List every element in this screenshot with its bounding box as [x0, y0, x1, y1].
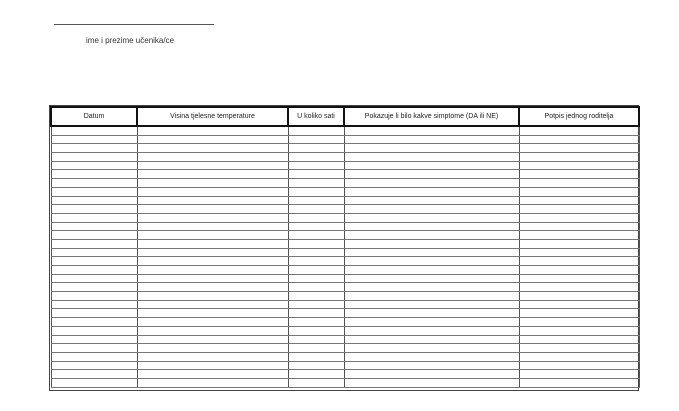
parent-signature-cell[interactable]	[519, 352, 639, 361]
date-cell[interactable]	[51, 248, 137, 257]
parent-signature-cell[interactable]	[519, 248, 639, 257]
temperature-cell[interactable]	[137, 153, 288, 162]
date-cell[interactable]	[51, 170, 137, 179]
parent-signature-cell[interactable]	[519, 326, 639, 335]
time-cell[interactable]	[288, 318, 344, 327]
symptoms-cell[interactable]	[344, 248, 519, 257]
temperature-cell[interactable]	[137, 292, 288, 301]
column-header-parent-signature: Potpis jednog roditelja	[519, 107, 639, 126]
temperature-log-table	[50, 106, 640, 388]
date-cell[interactable]	[51, 361, 137, 370]
date-cell[interactable]	[51, 135, 137, 144]
table-row	[51, 213, 639, 222]
date-cell[interactable]	[51, 326, 137, 335]
symptoms-cell[interactable]	[344, 352, 519, 361]
date-cell[interactable]	[51, 257, 137, 266]
table-row	[51, 352, 639, 361]
date-cell[interactable]	[51, 344, 137, 353]
student-name-line[interactable]	[54, 24, 214, 25]
table-row	[51, 370, 639, 379]
parent-signature-cell[interactable]	[519, 300, 639, 309]
time-cell[interactable]	[288, 361, 344, 370]
temperature-cell[interactable]	[137, 248, 288, 257]
symptoms-cell[interactable]	[344, 153, 519, 162]
time-cell[interactable]	[288, 309, 344, 318]
table-row	[51, 335, 639, 344]
time-cell[interactable]	[288, 161, 344, 170]
symptoms-cell[interactable]	[344, 170, 519, 179]
temperature-cell[interactable]	[137, 370, 288, 379]
symptoms-cell[interactable]	[344, 222, 519, 231]
table-row	[51, 361, 639, 370]
parent-signature-cell[interactable]	[519, 187, 639, 196]
column-header-temperature: Visina tjelesne temperature	[137, 107, 288, 126]
table-row	[51, 292, 639, 301]
table-row	[51, 309, 639, 318]
temperature-cell[interactable]	[137, 318, 288, 327]
time-cell[interactable]	[288, 378, 344, 387]
temperature-cell[interactable]	[137, 170, 288, 179]
table-row	[51, 222, 639, 231]
time-cell[interactable]	[288, 300, 344, 309]
parent-signature-cell[interactable]	[519, 196, 639, 205]
table-row	[51, 135, 639, 144]
parent-signature-cell[interactable]	[519, 370, 639, 379]
table-row	[51, 170, 639, 179]
time-cell[interactable]	[288, 153, 344, 162]
symptoms-cell[interactable]	[344, 344, 519, 353]
time-cell[interactable]	[288, 205, 344, 214]
date-cell[interactable]	[51, 239, 137, 248]
symptoms-cell[interactable]	[344, 205, 519, 214]
symptoms-cell[interactable]	[344, 309, 519, 318]
date-cell[interactable]	[51, 370, 137, 379]
table-row	[51, 187, 639, 196]
table-row	[51, 300, 639, 309]
date-cell[interactable]	[51, 318, 137, 327]
temperature-cell[interactable]	[137, 196, 288, 205]
table-row	[51, 126, 639, 135]
parent-signature-cell[interactable]	[519, 135, 639, 144]
symptoms-cell[interactable]	[344, 335, 519, 344]
table-body	[51, 126, 639, 387]
symptoms-cell[interactable]	[344, 135, 519, 144]
date-cell[interactable]	[51, 283, 137, 292]
time-cell[interactable]	[288, 222, 344, 231]
temperature-cell[interactable]	[137, 135, 288, 144]
parent-signature-cell[interactable]	[519, 283, 639, 292]
symptoms-cell[interactable]	[344, 239, 519, 248]
time-cell[interactable]	[288, 135, 344, 144]
temperature-cell[interactable]	[137, 344, 288, 353]
temperature-cell[interactable]	[137, 161, 288, 170]
symptoms-cell[interactable]	[344, 370, 519, 379]
parent-signature-cell[interactable]	[519, 205, 639, 214]
parent-signature-cell[interactable]	[519, 126, 639, 135]
time-cell[interactable]	[288, 344, 344, 353]
parent-signature-cell[interactable]	[519, 344, 639, 353]
date-cell[interactable]	[51, 335, 137, 344]
temperature-cell[interactable]	[137, 309, 288, 318]
table-row	[51, 266, 639, 275]
date-cell[interactable]	[51, 205, 137, 214]
symptoms-cell[interactable]	[344, 161, 519, 170]
temperature-cell[interactable]	[137, 283, 288, 292]
parent-signature-cell[interactable]	[519, 335, 639, 344]
parent-signature-cell[interactable]	[519, 179, 639, 188]
temperature-cell[interactable]	[137, 326, 288, 335]
temperature-cell[interactable]	[137, 300, 288, 309]
temperature-cell[interactable]	[137, 213, 288, 222]
date-cell[interactable]	[51, 161, 137, 170]
symptoms-cell[interactable]	[344, 196, 519, 205]
date-cell[interactable]	[51, 187, 137, 196]
time-cell[interactable]	[288, 352, 344, 361]
parent-signature-cell[interactable]	[519, 231, 639, 240]
temperature-cell[interactable]	[137, 274, 288, 283]
time-cell[interactable]	[288, 257, 344, 266]
table-row	[51, 318, 639, 327]
time-cell[interactable]	[288, 213, 344, 222]
parent-signature-cell[interactable]	[519, 266, 639, 275]
parent-signature-cell[interactable]	[519, 274, 639, 283]
table-row	[51, 274, 639, 283]
parent-signature-cell[interactable]	[519, 257, 639, 266]
date-cell[interactable]	[51, 179, 137, 188]
table-row	[51, 179, 639, 188]
temperature-cell[interactable]	[137, 352, 288, 361]
date-cell[interactable]	[51, 378, 137, 387]
date-cell[interactable]	[51, 213, 137, 222]
temperature-cell[interactable]	[137, 187, 288, 196]
symptoms-cell[interactable]	[344, 326, 519, 335]
parent-signature-cell[interactable]	[519, 239, 639, 248]
date-cell[interactable]	[51, 266, 137, 275]
time-cell[interactable]	[288, 274, 344, 283]
table-row	[51, 248, 639, 257]
temperature-cell[interactable]	[137, 361, 288, 370]
table-header-row	[51, 107, 639, 126]
temperature-cell[interactable]	[137, 335, 288, 344]
date-cell[interactable]	[51, 309, 137, 318]
symptoms-cell[interactable]	[344, 283, 519, 292]
time-cell[interactable]	[288, 283, 344, 292]
column-header-date: Datum	[51, 107, 137, 126]
time-cell[interactable]	[288, 144, 344, 153]
symptoms-cell[interactable]	[344, 231, 519, 240]
symptoms-cell[interactable]	[344, 187, 519, 196]
parent-signature-cell[interactable]	[519, 213, 639, 222]
parent-signature-cell[interactable]	[519, 222, 639, 231]
table-row	[51, 326, 639, 335]
temperature-cell[interactable]	[137, 231, 288, 240]
symptoms-cell[interactable]	[344, 257, 519, 266]
time-cell[interactable]	[288, 248, 344, 257]
symptoms-cell[interactable]	[344, 361, 519, 370]
time-cell[interactable]	[288, 126, 344, 135]
table-row	[51, 153, 639, 162]
temperature-cell[interactable]	[137, 266, 288, 275]
time-cell[interactable]	[288, 292, 344, 301]
temperature-cell[interactable]	[137, 179, 288, 188]
student-name-caption: ime i prezime učenika/ce	[86, 36, 175, 45]
temperature-cell[interactable]	[137, 126, 288, 135]
time-cell[interactable]	[288, 239, 344, 248]
date-cell[interactable]	[51, 300, 137, 309]
parent-signature-cell[interactable]	[519, 378, 639, 387]
parent-signature-cell[interactable]	[519, 161, 639, 170]
date-cell[interactable]	[51, 231, 137, 240]
table-row	[51, 196, 639, 205]
table-row	[51, 378, 639, 387]
symptoms-cell[interactable]	[344, 144, 519, 153]
table-row	[51, 205, 639, 214]
time-cell[interactable]	[288, 170, 344, 179]
temperature-cell[interactable]	[137, 144, 288, 153]
symptoms-cell[interactable]	[344, 179, 519, 188]
symptoms-cell[interactable]	[344, 292, 519, 301]
parent-signature-cell[interactable]	[519, 153, 639, 162]
date-cell[interactable]	[51, 153, 137, 162]
symptoms-cell[interactable]	[344, 378, 519, 387]
date-cell[interactable]	[51, 352, 137, 361]
table-row	[51, 231, 639, 240]
time-cell[interactable]	[288, 231, 344, 240]
date-cell[interactable]	[51, 196, 137, 205]
table-row	[51, 144, 639, 153]
symptoms-cell[interactable]	[344, 266, 519, 275]
date-cell[interactable]	[51, 292, 137, 301]
symptoms-cell[interactable]	[344, 274, 519, 283]
date-cell[interactable]	[51, 144, 137, 153]
column-header-time: U koliko sati	[288, 107, 344, 126]
table-row	[51, 239, 639, 248]
column-header-symptoms: Pokazuje li bilo kakve simptome (DA ili NE)	[344, 107, 519, 126]
temperature-log-sheet	[49, 105, 639, 391]
table-row	[51, 161, 639, 170]
table-row	[51, 283, 639, 292]
time-cell[interactable]	[288, 370, 344, 379]
parent-signature-cell[interactable]	[519, 170, 639, 179]
temperature-cell[interactable]	[137, 222, 288, 231]
date-cell[interactable]	[51, 126, 137, 135]
time-cell[interactable]	[288, 335, 344, 344]
parent-signature-cell[interactable]	[519, 361, 639, 370]
parent-signature-cell[interactable]	[519, 144, 639, 153]
temperature-cell[interactable]	[137, 239, 288, 248]
parent-signature-cell[interactable]	[519, 318, 639, 327]
temperature-cell[interactable]	[137, 378, 288, 387]
time-cell[interactable]	[288, 326, 344, 335]
date-cell[interactable]	[51, 222, 137, 231]
symptoms-cell[interactable]	[344, 213, 519, 222]
parent-signature-cell[interactable]	[519, 292, 639, 301]
symptoms-cell[interactable]	[344, 318, 519, 327]
table-row	[51, 257, 639, 266]
time-cell[interactable]	[288, 179, 344, 188]
time-cell[interactable]	[288, 196, 344, 205]
date-cell[interactable]	[51, 274, 137, 283]
time-cell[interactable]	[288, 266, 344, 275]
parent-signature-cell[interactable]	[519, 309, 639, 318]
table-row	[51, 344, 639, 353]
symptoms-cell[interactable]	[344, 126, 519, 135]
time-cell[interactable]	[288, 187, 344, 196]
temperature-cell[interactable]	[137, 257, 288, 266]
symptoms-cell[interactable]	[344, 300, 519, 309]
temperature-cell[interactable]	[137, 205, 288, 214]
